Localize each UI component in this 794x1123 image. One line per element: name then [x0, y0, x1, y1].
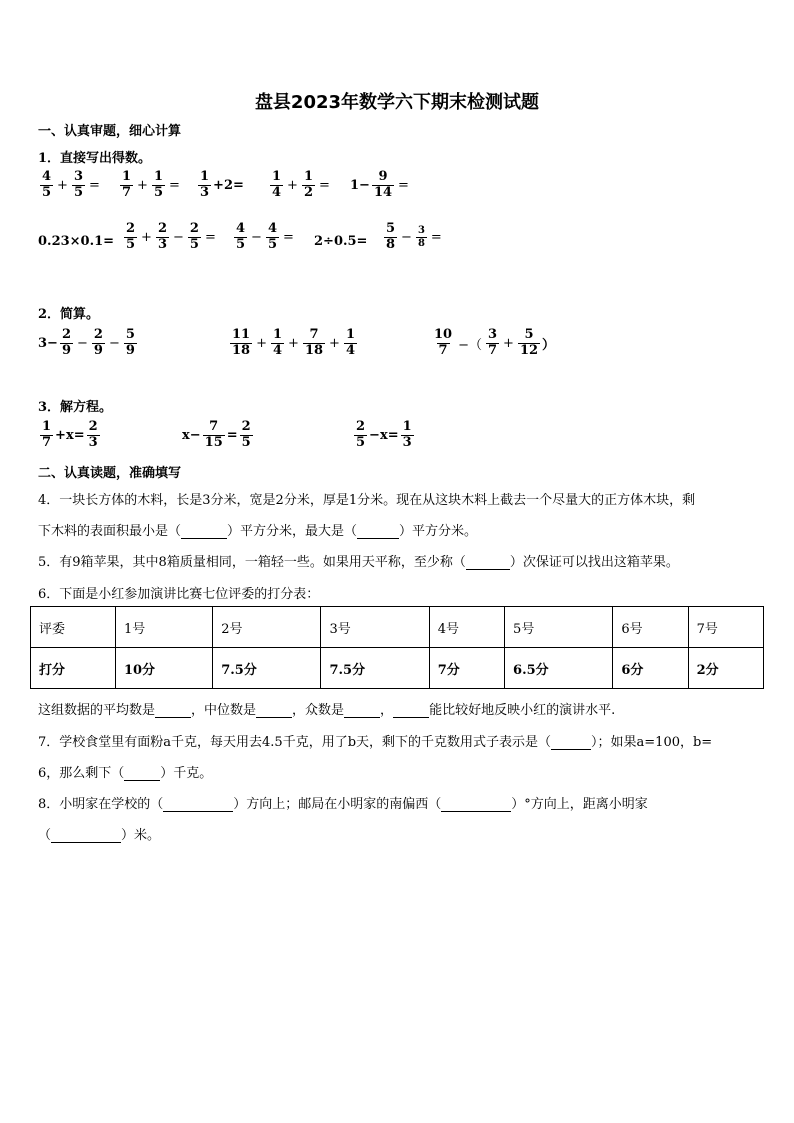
denominator: 4: [273, 342, 283, 358]
fraction: [416, 225, 427, 249]
denominator: 5: [356, 434, 366, 450]
expression-prefix: 3−: [38, 335, 58, 351]
fraction: [344, 328, 357, 359]
denominator: 8: [386, 236, 396, 252]
fraction: [432, 328, 454, 359]
table-cell: 评委: [31, 607, 116, 648]
fraction: [302, 170, 315, 201]
table-cell: 10分: [115, 648, 212, 689]
numerator: 7: [209, 419, 219, 434]
numerator: 2: [93, 327, 103, 342]
numerator: 1: [272, 169, 282, 184]
numerator: 11: [232, 327, 251, 342]
question-4-line-1: 4．一块长方体的木料，长是3分米，宽是2分米，厚是1分米。现在从这块木料上截去一个尽量大的正方体木块，剩: [38, 493, 696, 508]
expression-rest: +2=: [213, 177, 244, 193]
table-cell: 6分: [613, 648, 688, 689]
question-text: 7．学校食堂里有面粉a千克，每天用去4.5千克，用了b天，剩下的千克数用式子表示是（: [38, 735, 552, 750]
denominator: 3: [200, 184, 210, 200]
fraction: [266, 222, 279, 253]
table-cell: 3号: [321, 607, 429, 648]
question-text: 8．小明家在学校的（: [38, 797, 164, 812]
table-row: [31, 607, 764, 648]
denominator: 4: [272, 184, 282, 200]
q3-b: [182, 420, 255, 451]
section-2-heading: 二、认真读题，准确填写: [38, 466, 182, 481]
question-text: 6，那么剩下（: [38, 766, 125, 781]
denominator: 14: [373, 184, 393, 200]
q1-r1-b: [118, 170, 182, 201]
equals: =: [169, 177, 180, 193]
equals: =: [89, 177, 100, 193]
fraction: [372, 170, 394, 201]
table-cell: 7分: [429, 648, 504, 689]
fraction: [271, 328, 284, 359]
fraction: [230, 328, 252, 359]
q3-a: [38, 420, 102, 451]
section-1-heading: 一、认真审题，细心计算: [38, 124, 182, 139]
answer-blank[interactable]: [124, 766, 160, 781]
table-cell: 7.5分: [321, 648, 429, 689]
question-6-statement: [38, 699, 615, 718]
numerator: 1: [345, 327, 355, 342]
numerator: 4: [236, 221, 246, 236]
denominator: 7: [488, 342, 498, 358]
denominator: 18: [304, 342, 324, 358]
expression-middle: +x=: [55, 427, 85, 443]
fraction: [518, 328, 540, 359]
operator: +: [137, 177, 148, 193]
numerator: 3: [488, 327, 498, 342]
denominator: 5: [267, 236, 277, 252]
table-cell: 5号: [505, 607, 613, 648]
numerator: 9: [378, 169, 388, 184]
question-text: ）千克。: [160, 766, 213, 781]
question-7-line-1: [38, 731, 712, 750]
q1-r2-d: 2÷0.5=: [314, 234, 368, 249]
table-cell: 打分: [31, 648, 116, 689]
denominator: 5: [126, 236, 136, 252]
numerator: 5: [524, 327, 534, 342]
denominator: 5: [42, 184, 52, 200]
expression-prefix: x−: [182, 427, 201, 443]
denominator: 2: [303, 184, 313, 200]
fraction: [120, 170, 133, 201]
score-table: [30, 606, 764, 689]
fraction: [234, 222, 247, 253]
fraction: [124, 328, 137, 359]
numerator: 2: [356, 419, 366, 434]
operator: +: [141, 229, 152, 245]
question-text: ，: [380, 703, 394, 718]
numerator: 1: [303, 169, 313, 184]
expression-prefix: 1−: [350, 177, 370, 193]
denominator: 5: [241, 434, 251, 450]
fraction: [384, 222, 397, 253]
numerator: 5: [386, 221, 396, 236]
numerator: 1: [42, 419, 52, 434]
operator: +: [57, 177, 68, 193]
question-text: ）°方向上，距离小明家: [511, 797, 648, 812]
q1-r1-d: [268, 170, 332, 201]
denominator: 5: [236, 236, 246, 252]
q1-r2-a: 0.23×0.1=: [38, 234, 115, 249]
fraction: [303, 328, 325, 359]
numerator: 1: [153, 169, 163, 184]
fraction: [40, 420, 53, 451]
q2-c: [430, 328, 555, 359]
fraction: [124, 222, 137, 253]
operator: +: [287, 177, 298, 193]
q2-b: [228, 328, 359, 359]
question-text: ）平方分米。: [399, 524, 478, 539]
q1-r1-e: [350, 170, 411, 201]
table-cell: 6号: [613, 607, 688, 648]
question-3-label: 3．解方程。: [38, 400, 113, 415]
table-cell: 7号: [688, 607, 763, 648]
fraction: [92, 328, 105, 359]
table-cell: 7.5分: [213, 648, 321, 689]
operator: −: [77, 335, 88, 351]
expression-middle: −x=: [369, 427, 399, 443]
answer-blank[interactable]: [344, 703, 380, 718]
answer-blank[interactable]: [357, 524, 399, 539]
numerator: 7: [309, 327, 319, 342]
fraction: [240, 420, 253, 451]
denominator: 5: [73, 184, 83, 200]
question-8-line-2: [38, 824, 160, 843]
denominator: 9: [93, 342, 103, 358]
operator: +: [503, 335, 514, 351]
denominator: 3: [88, 434, 98, 450]
fraction: [270, 170, 283, 201]
numerator: 1: [122, 169, 132, 184]
denominator: 8: [417, 237, 425, 249]
question-text: ）次保证可以找出这箱苹果。: [509, 555, 679, 570]
q3-c: [352, 420, 416, 451]
answer-blank[interactable]: [551, 735, 591, 750]
answer-blank[interactable]: [441, 797, 511, 812]
numerator: 2: [189, 221, 199, 236]
fraction: [72, 170, 85, 201]
page-title: 盘县2023年数学六下期末检测试题: [254, 92, 540, 113]
table-cell: 1号: [115, 607, 212, 648]
operator: +: [288, 335, 299, 351]
numerator: 3: [73, 169, 83, 184]
fraction: [60, 328, 73, 359]
fraction: [203, 420, 225, 451]
q1-r2-b: [122, 222, 218, 253]
question-text: 这组数据的平均数是: [38, 703, 156, 718]
fraction: [188, 222, 201, 253]
denominator: 7: [122, 184, 132, 200]
question-2-label: 2．简算。: [38, 307, 100, 322]
answer-blank[interactable]: [466, 555, 510, 570]
numerator: 2: [157, 221, 167, 236]
question-6-label: 6．下面是小红参加演讲比赛七位评委的打分表：: [38, 587, 320, 602]
numerator: 1: [273, 327, 283, 342]
question-text: （: [38, 828, 52, 843]
question-text: 下木料的表面积最小是（: [38, 524, 182, 539]
question-4-line-2: [38, 520, 477, 539]
table-row: [31, 648, 764, 689]
equals: =: [430, 229, 442, 245]
question-1-label: 1．直接写出得数。: [38, 151, 152, 166]
denominator: 3: [402, 434, 412, 450]
question-text: ）米。: [121, 828, 161, 843]
question-text: ，中位数是: [191, 703, 257, 718]
answer-blank[interactable]: [393, 703, 429, 718]
operator: −: [108, 335, 120, 351]
q1-r1-c: [196, 170, 244, 201]
numerator: 2: [241, 419, 251, 434]
question-text: 能比较好地反映小红的演讲水平.: [429, 703, 616, 718]
fraction: [40, 170, 53, 201]
denominator: 4: [345, 342, 355, 358]
equals: =: [398, 177, 409, 193]
question-8-line-1: [38, 793, 648, 812]
denominator: 15: [204, 434, 223, 450]
numerator: 4: [267, 221, 277, 236]
q2-a: [38, 328, 139, 359]
table-cell: 2号: [213, 607, 321, 648]
numerator: 1: [402, 419, 412, 434]
numerator: 5: [125, 327, 135, 342]
numerator: 2: [88, 419, 98, 434]
fraction: [152, 170, 165, 201]
table-cell: 6.5分: [505, 648, 613, 689]
denominator: 5: [153, 184, 163, 200]
operator: −: [251, 229, 262, 245]
numerator: 4: [42, 169, 52, 184]
q1-r2-e: [382, 222, 444, 253]
denominator: 7: [42, 434, 52, 450]
question-text: ）；如果a=100，b=: [591, 735, 713, 750]
denominator: 7: [438, 342, 448, 358]
numerator: 2: [126, 221, 136, 236]
numerator: 1: [200, 169, 210, 184]
question-text: ）方向上；邮局在小明家的南偏西（: [233, 797, 442, 812]
fraction: [198, 170, 211, 201]
question-5: [38, 551, 679, 570]
fraction: [486, 328, 499, 359]
equals: =: [283, 229, 294, 245]
numerator: 2: [61, 327, 71, 342]
equals: =: [204, 229, 216, 245]
denominator: 9: [125, 342, 135, 358]
denominator: 9: [61, 342, 71, 358]
operator: +: [329, 335, 340, 351]
question-text: 5．有9箱苹果，其中8箱质量相同，一箱轻一些。如果用天平称，至少称（: [38, 555, 466, 570]
q1-r1-a: [38, 170, 102, 201]
operator: −: [173, 229, 184, 245]
table-cell: 4号: [429, 607, 504, 648]
fraction: [87, 420, 100, 451]
denominator: 5: [189, 236, 199, 252]
fraction: [354, 420, 367, 451]
fraction: [401, 420, 414, 451]
operator: −: [401, 229, 412, 245]
fraction: [156, 222, 169, 253]
denominator: 18: [232, 342, 251, 358]
answer-blank[interactable]: [163, 797, 233, 812]
question-text: ）平方分米，最大是（: [227, 524, 358, 539]
numerator: 3: [417, 225, 425, 237]
numerator: 10: [434, 327, 453, 342]
answer-blank[interactable]: [155, 703, 191, 718]
answer-blank[interactable]: [51, 828, 121, 843]
question-text: ，众数是: [292, 703, 345, 718]
equals: =: [226, 427, 238, 443]
question-7-line-2: [38, 762, 212, 781]
denominator: 12: [519, 342, 539, 358]
answer-blank[interactable]: [181, 524, 227, 539]
close-paren: ）: [542, 337, 556, 353]
q1-r2-c: [232, 222, 296, 253]
operator: −（: [458, 337, 482, 353]
answer-blank[interactable]: [256, 703, 292, 718]
table-cell: 2分: [688, 648, 763, 689]
denominator: 3: [157, 236, 167, 252]
operator: +: [256, 335, 267, 351]
equals: =: [319, 177, 330, 193]
